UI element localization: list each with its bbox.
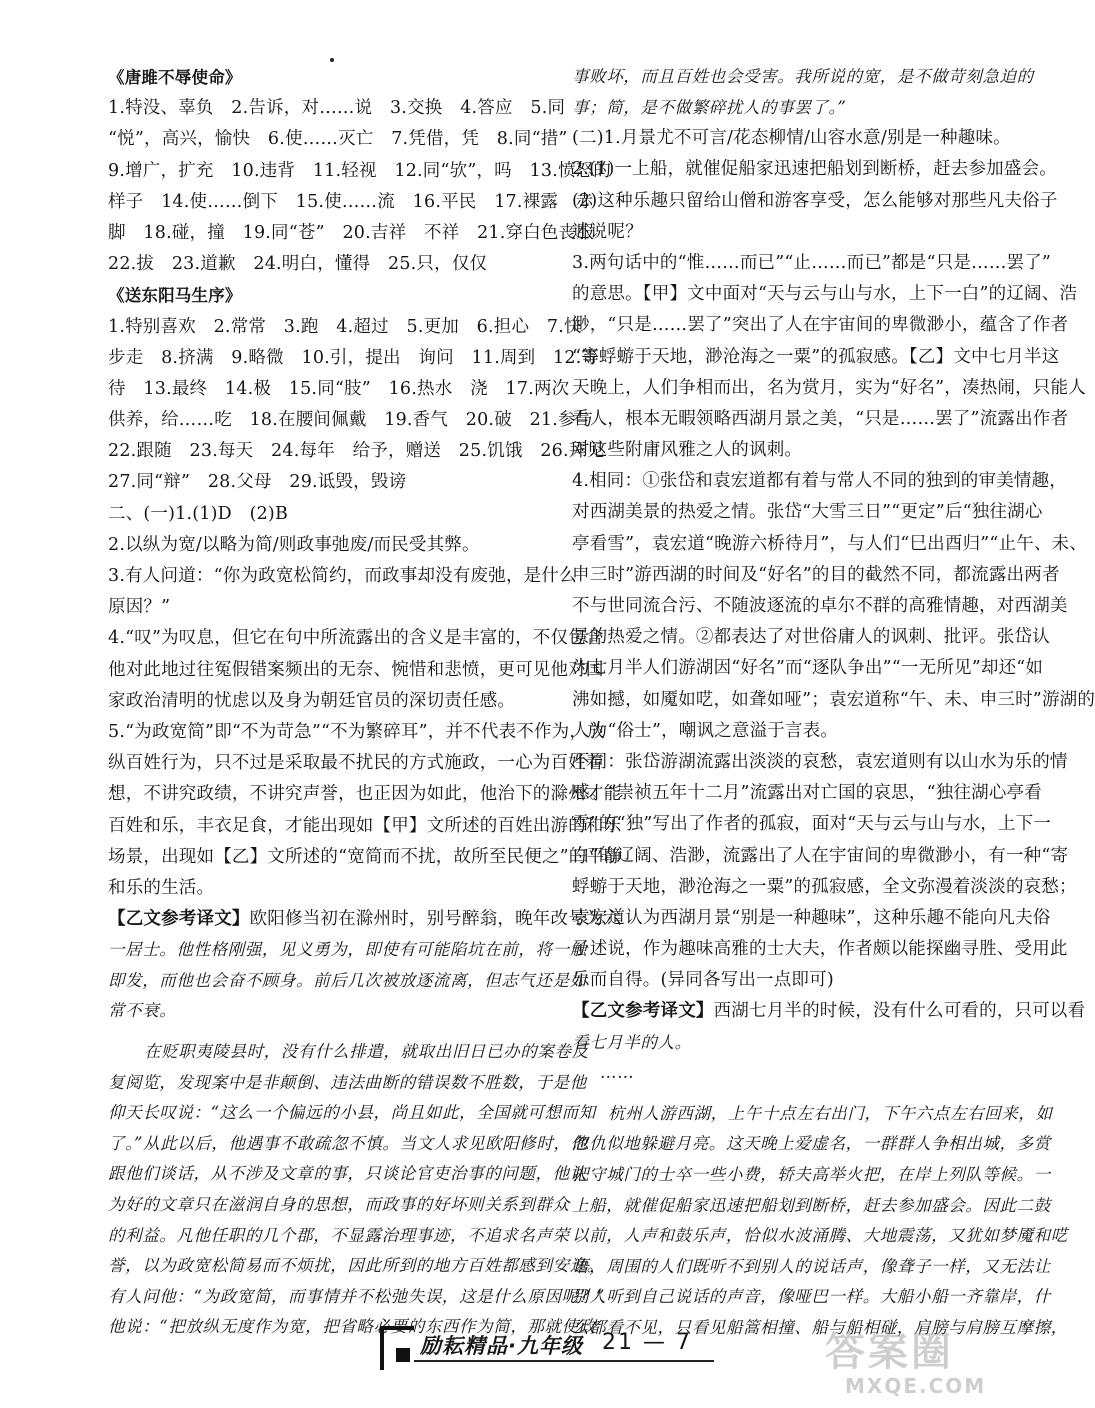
translation-line: 把守城门的士卒一些小费，轿夫高举火把，在岸上列队等候。一 — [572, 1165, 1051, 1184]
answer-line: 4.相同：①张岱和袁宏道都有着与常人不同的独到的审美情趣， — [572, 471, 1067, 492]
translation-line: 么都看不见，只看见船篙相撞、船与船相碰，肩膀与肩膀互摩擦， — [572, 1317, 1068, 1337]
answer-line: 子述说，作为趣味高雅的士大夫，作者颇以能探幽寻胜、受用此 — [572, 939, 1068, 960]
watermark-text: 答案圈 — [825, 1329, 954, 1375]
answer-line: 对这些附庸风雅之人的讽刺。 — [572, 440, 803, 461]
answer-line: 待 13.最终 14.极 15.同“肢” 16.热水 浇 17.两次 — [108, 378, 570, 399]
answer-line: 脚 18.碰，撞 19.同“苍” 20.吉祥 不祥 21.穿白色丧服 — [108, 222, 595, 243]
answer-line: 沸如撼，如魇如呓，如聋如哑”；袁宏道称“午、未、申三时”游湖的 — [572, 689, 1095, 710]
footer-title: 励耘精品·九年级 — [420, 1334, 583, 1358]
translation-line: 杭州人游西湖，上午十点左右出门，下午六点左右回来，如 — [608, 1103, 1053, 1123]
answer-line: 供养，给……吃 18.在腰间佩戴 19.香气 20.破 21.参与 — [108, 410, 594, 431]
translation-line: 忽仇似地躲避月亮。这天晚上爱虚名，一群群人争相出城，多赏 — [572, 1134, 1051, 1154]
answer-line: “寄蜉蝣于天地，渺沧海之一粟”的孤寂感。【乙】文中七月半这 — [572, 346, 1060, 367]
answer-line: 9.增广，扩充 10.违背 11.轻视 12.同“欤”，吗 13.愤怒的 — [108, 160, 612, 181]
answer-line: 他对此地过往冤假错案频出的无奈、惋惜和悲愤，更可见他对国 — [108, 659, 604, 680]
answer-line: 3.两句话中的“惟……而已”“止……而已”都是“只是……罢了” — [572, 252, 1052, 273]
translation-line: 事；简，是不做繁碎扰人的事罢了。” — [572, 97, 847, 117]
translation-line: 仰天长叹说：“这么一个偏远的小县，尚且如此，全国就可想而知 — [108, 1103, 596, 1123]
answer-line: 场景，出现如【乙】文所述的“宽简而不扰，故所至民便之”的平静 — [108, 846, 622, 867]
answer-line: 天晚上，人们争相而出，名为赏月，实为“好名”，凑热闹，只能人 — [572, 377, 1086, 398]
answer-line: (2)这种乐趣只留给山僧和游客享受，怎么能够对那些凡夫俗子 — [572, 190, 1058, 211]
translation-line: 常不衰。 — [108, 1001, 177, 1021]
answer-line: 想，不讲究政绩，不讲究声誉，也正因为如此，他治下的滁州才能 — [108, 784, 622, 805]
answer-line: 纵百姓行为，只不过是采取最不扰民的方式施政，一心为百姓着 — [108, 753, 604, 774]
answer-line: 感。“崇祯五年十二月”流露出对亡国的哀思，“独往湖心亭看 — [572, 783, 1042, 804]
answer-line: 乐而自得。(异同各写出一点即可) — [572, 970, 834, 991]
translation-line: 别人听到自己说话的声音，像哑巴一样。大船小船一齐靠岸，什 — [572, 1287, 1051, 1307]
translation-text: 西湖七月半的时候，没有什么可看的，只可以看 — [713, 1001, 1086, 1022]
answer-line: 2.以纵为宽/以略为简/则政事弛废/而民受其弊。 — [108, 534, 480, 555]
answer-line: 样子 14.使……倒下 15.使……流 16.平民 17.裸露 赤 — [108, 191, 594, 212]
footer-square-icon — [396, 1348, 410, 1362]
page-footer — [380, 1326, 720, 1376]
section-heading-tang: 《唐雎不辱使命》 — [108, 68, 242, 87]
answer-line: 的意思。【甲】文中面对“天与云与山与水，上下一白”的辽阔、浩 — [572, 284, 1078, 305]
translation-label: 【乙文参考译文】 — [572, 1001, 714, 1022]
spacer — [572, 1089, 996, 1099]
footer-rule — [414, 1360, 714, 1362]
answer-line: 原因？” — [108, 597, 171, 618]
answer-line: “悦”，高兴，愉快 6.使……灭亡 7.凭借，凭 8.同“措” — [108, 129, 568, 150]
translation-line: 复阅览，发现案中是非颠倒、违法曲断的错误数不胜数，于是他 — [108, 1072, 587, 1092]
translation-line: 跟他们谈话，从不涉及文章的事，只谈论官吏治事的问题，他认 — [108, 1164, 587, 1184]
translation-line: 即发，而他也会奋不顾身。前后几次被放逐流离，但志气还是如 — [108, 970, 587, 990]
watermark-logo — [815, 1318, 995, 1403]
translation-line: 他说：“把放纵无度作为宽，把省略必要的东西作为简，那就使政 — [108, 1317, 596, 1337]
answer-line: 1.特别喜欢 2.常常 3.跑 4.超过 5.更加 6.担心 7.快 — [108, 316, 582, 337]
answer-line: 二、(一)1.(1)D (2)B — [108, 503, 289, 524]
translation-label: 【乙文参考译文】 — [108, 909, 250, 930]
translation-text: 欧阳修当初在滁州时，别号醉翁，晚年改号为六 — [249, 909, 622, 930]
answer-line: 为七月半人们游湖因“好名”而“逐队争出”“一无所见”却还“如 — [572, 658, 1044, 679]
translation-intro — [572, 996, 1086, 1027]
answer-line: 22.跟随 23.每天 24.每年 给予，赠送 25.饥饿 26.拜见 — [108, 441, 605, 462]
watermark-url: MXQE.COM — [845, 1374, 987, 1398]
translation-line: 一居士。他性格刚强，见义勇为，即使有可能陷坑在前，将一触 — [108, 940, 587, 960]
answer-line: 述说呢？ — [572, 221, 643, 242]
translation-line: 在贬职夷陵县时，没有什么排遣，就取出旧日已办的案卷反 — [144, 1042, 589, 1062]
translation-line: 上船，就催促船家迅速把船划到断桥，赶去参加盛会。因此二鼓 — [572, 1195, 1051, 1215]
answer-line: 27.同“辩” 28.父母 29.诋毁，毁谤 — [108, 472, 407, 493]
answer-line: 22.拔 23.道歉 24.明白，懂得 25.只，仅仅 — [108, 254, 488, 275]
answer-line: 蜉蝣于天地，渺沧海之一粟”的孤寂感，全文弥漫着淡淡的哀愁； — [572, 876, 1077, 897]
translation-line: 语，周围的人们既听不到别人的说话声，像聋子一样，又无法让 — [572, 1256, 1051, 1276]
answer-line: 家政治清明的忧虑以及身为朝廷官员的深切责任感。 — [108, 690, 516, 711]
translation-line: 为好的文章只在滋润自身的思想，而政事的好坏则关系到群众 — [108, 1195, 570, 1214]
answer-line: 景的热爱之情。②都表达了对世俗庸人的讽刺、批评。张岱认 — [572, 627, 1050, 648]
answer-line: 袁宏道认为西湖月景“别是一种趣味”，这种乐趣不能向凡夫俗 — [572, 907, 1051, 928]
section-heading-song: 《送东阳马生序》 — [108, 286, 242, 306]
answer-line: 3.有人问道：“你为政宽松简约，而政事却没有废弛，是什么 — [108, 566, 577, 586]
translation-line: 有人问他：“为政宽简，而事情并不松弛失误，这是什么原因呢？” — [108, 1286, 605, 1306]
translation-line: 的利益。凡他任职的几个郡，不显露治理事迹，不追求名声荣 — [108, 1225, 570, 1245]
answer-line: 白”的辽阔、浩渺，流露出了人在宇宙间的卑微渺小，有一种“寄 — [572, 845, 1069, 866]
translation-intro — [108, 904, 622, 935]
answer-line: 2.(1)一上船，就催促船家迅速把船划到断桥，赶去参加盛会。 — [572, 159, 1057, 180]
page-number: 21 — 7 — [602, 1330, 692, 1355]
answer-line: 对西湖美景的热爱之情。张岱“大雪三日”“更定”后“独往湖心 — [572, 502, 1043, 523]
answer-line: 不同：张岱游湖流露出淡淡的哀愁，袁宏道则有以山水为乐的情 — [572, 751, 1068, 772]
answer-line: 和乐的生活。 — [108, 877, 215, 898]
answer-line: 人为“俗士”，嘲讽之意溢于言表。 — [572, 720, 839, 741]
translation-line: 了。”从此以后，他遇事不敢疏忽不慎。当文人求见欧阳修时，他 — [108, 1133, 588, 1153]
answer-line: 看人，根本无暇领略西湖月景之美，“只是……罢了”流露出作者 — [572, 408, 1069, 429]
answer-line: 步走 8.挤满 9.略微 10.引，提出 询问 11.周到 12.等 — [108, 347, 600, 368]
answer-line: 5.“为政宽简”即“不为苛急”“不为繁碎耳”，并不代表不作为，放 — [108, 721, 605, 742]
answer-line: (二)1.月景尤不可言/花态柳情/山容水意/别是一种趣味。 — [572, 128, 1011, 149]
answer-line: 1.特没、辜负 2.告诉，对……说 3.交换 4.答应 5.同 — [108, 98, 566, 119]
answer-line: 百姓和乐，丰衣足食，才能出现如【甲】文所述的百姓出游的和乐 — [108, 815, 622, 836]
translation-line: 看七月半的人。 — [572, 1032, 692, 1052]
translation-line: 誉，以为政宽松简易而不烦扰，因此所到的地方百姓都感到安逸。 — [108, 1256, 604, 1276]
answer-line: 不与世同流合污、不随波逐流的卓尔不群的高雅情趣，对西湖美 — [572, 596, 1068, 616]
translation-line: 以前，人声和鼓乐声，恰似水波涌腾、大地震荡，又犹如梦魇和呓 — [572, 1226, 1068, 1246]
answer-line: 亭看雪”，袁宏道“晚游六桥待月”，与人们“巳出酉归”“止午、未、 — [572, 533, 1088, 554]
answer-line: 申三时”游西湖的时间及“好名”的目的截然不同，都流露出两者 — [572, 564, 1060, 585]
answer-line: 渺，“只是……罢了”突出了人在宇宙间的卑微渺小，蕴含了作者 — [572, 315, 1069, 336]
ellipsis-line: …… — [600, 1063, 635, 1083]
answer-line: 4.“叹”为叹息，但它在句中所流露出的含义是丰富的，不仅包含 — [108, 628, 604, 649]
right-column — [572, 62, 1095, 1344]
answer-line: 雪”的“独”写出了作者的孤寂，面对“天与云与山与水，上下一 — [572, 814, 1052, 835]
translation-line: 事败坏，而且百姓也会受害。我所说的宽，是不做苛刻急迫的 — [572, 67, 1034, 86]
spacer — [108, 1027, 540, 1037]
